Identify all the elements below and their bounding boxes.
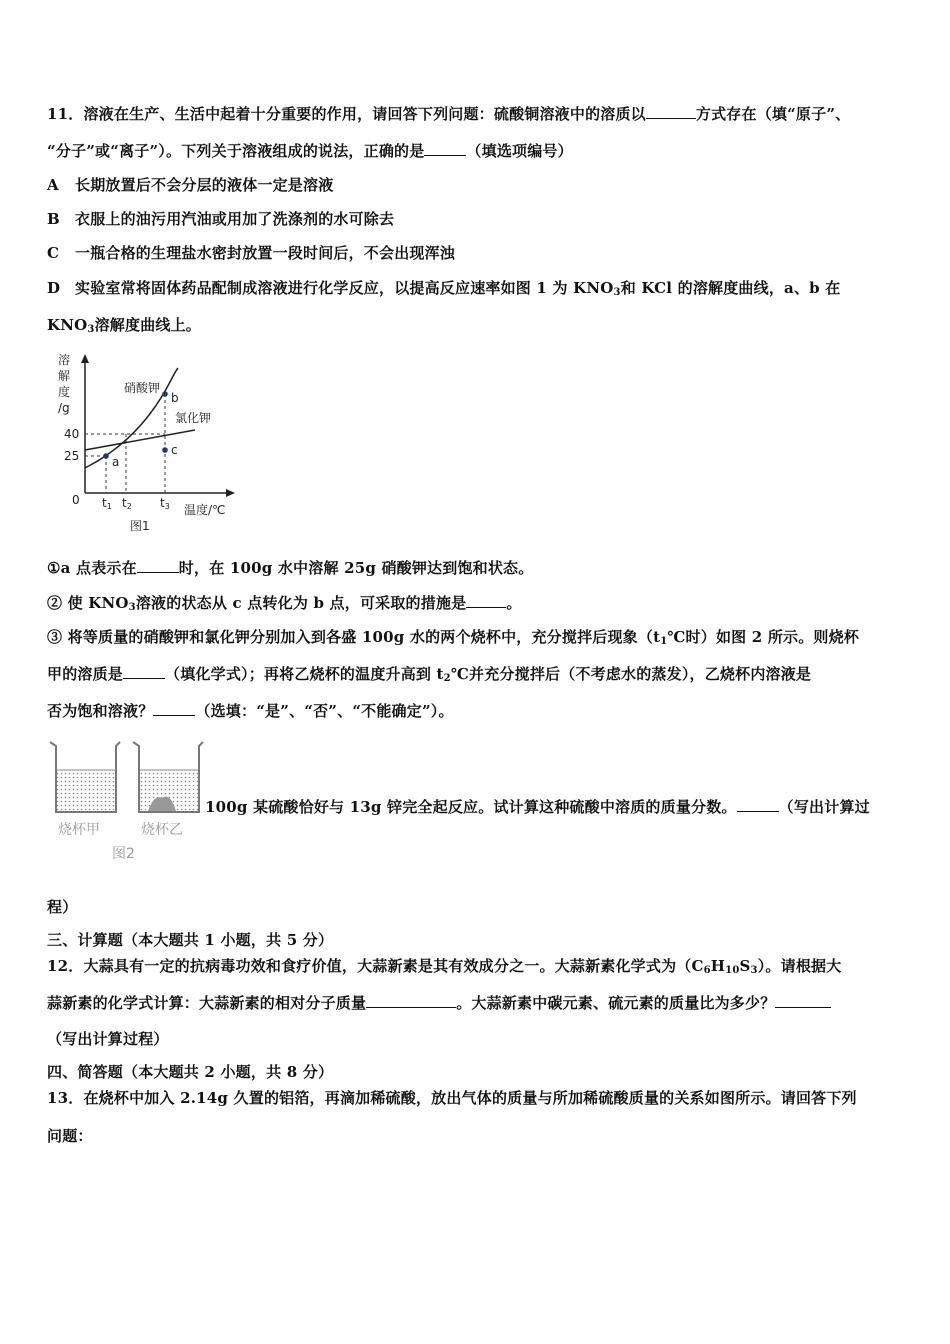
q13-line2: 问题： [47,1127,93,1145]
x-axis-arrow [226,489,235,497]
origin-label: 0 [72,493,80,507]
point-b-marker [162,391,168,397]
blank [737,799,779,812]
beaker-yi [133,742,203,812]
blank [466,595,506,608]
sub-question-3: ③ 将等质量的硝酸钾和氯化钾分别加入到各盛 100g 水的两个烧杯中，充分搅拌后现象（$t_1℃$时）如图 2 所示。则烧杯 [47,628,860,647]
q13-line1: 13．在烧杯中加入 2.14g 久置的铝箔，再滴加稀硫酸，放出气体的质量与所加稀硫酸质量的关系如图所示。请回答下列 [47,1089,857,1107]
blank [123,666,165,679]
kno3-label: 硝酸钾 [124,381,161,395]
sub-question-4: 100g 某硫酸恰好与 13g 锌完全起反应。试计算这种硫酸中溶质的质量分数。 （写出计算过 [205,798,870,816]
blank [137,560,179,573]
y-axis-arrow [81,354,89,363]
blank [646,106,696,119]
y-label-2: 解 [58,369,71,383]
kcl-label: 氯化钾 [175,411,212,425]
figure-2-caption: 图2 [112,846,135,862]
sub-question-1: ①a 点表示在 时，在 100g 水中溶解 25g 硝酸钾达到饱和状态。 [47,559,534,577]
point-c-label: c [171,443,178,457]
beaker-jia [50,742,120,812]
blank [424,143,466,156]
y-label-1: 溶 [58,353,71,367]
option-b: B 衣服上的油污用汽油或用加了洗涤剂的水可除去 [47,210,395,228]
figure-1-solubility-chart [50,350,250,540]
blank [366,995,456,1008]
tick-t1: t1 [102,496,112,511]
sub-question-3-line3: 否为饱和溶液？ （选填：“是”、“否”、“不能确定”）。 [47,702,454,720]
figure-2-beakers [48,740,208,865]
q12-line1: 12．大蒜具有一定的抗病毒功效和食疗价值，大蒜新素是其有效成分之一。大蒜新素化学式为$(C_6H_{10}S_3)$。请根据大 [47,957,842,976]
y-label-4: /g [58,401,70,415]
tick-t3: t3 [160,496,170,511]
sub-question-3-line2: 甲的溶质是 （填化学式）；再将乙烧杯的温度升高到 $t_2℃$并充分搅拌后（不考虑水的蒸发），乙烧杯内溶液是 [47,665,812,684]
point-c-marker [162,447,168,453]
q11-line2: “分子”或“离子”）。下列关于溶液组成的说法，正确的是 （填选项编号） [47,142,573,160]
section-4-title: 四、简答题（本大题共 2 小题，共 8 分） [47,1063,334,1081]
figure-1-caption: 图1 [130,519,150,533]
section-3-title: 三、计算题（本大题共 1 小题，共 5 分） [47,931,334,949]
tick-t2: t2 [122,496,132,511]
tick-25: 25 [64,449,80,463]
tick-40: 40 [64,427,80,441]
point-a-label: a [112,455,120,469]
point-a-marker [103,453,109,459]
point-b-label: b [171,391,179,405]
sub-question-2: ② 使 $KNO_3$溶液的状态从 c 点转化为 b 点，可采取的措施是 。 [47,594,522,613]
sub-question-4-line2: 程） [47,898,78,916]
y-label-3: 度 [58,385,71,399]
option-c: C 一瓶合格的生理盐水密封放置一段时间后，不会出现浑浊 [47,244,456,262]
option-d-line2: $KNO_3$溶解度曲线上。 [47,316,201,335]
q12-line3: （写出计算过程） [47,1030,169,1048]
beaker-2-label: 烧杯乙 [141,822,183,838]
beaker-1-label: 烧杯甲 [58,822,100,838]
q11-line1: 11．溶液在生产、生活中起着十分重要的作用，请回答下列问题：硫酸铜溶液中的溶质以 方式存在（填“原子”、 [47,105,851,123]
blank [153,703,195,716]
x-axis-label: 温度/℃ [184,503,226,517]
option-d: D 实验室常将固体药品配制成溶液进行化学反应，以提高反应速率如图 1 为 $KNO_3$和 KCl 的溶解度曲线，a、b 在 [47,279,841,298]
option-a: A 长期放置后不会分层的液体一定是溶液 [47,176,334,194]
blank [775,995,831,1008]
q12-line2: 蒜新素的化学式计算：大蒜新素的相对分子质量 。大蒜新素中碳元素、硫元素的质量比为多少？ [47,992,831,1013]
kcl-curve [85,430,195,450]
